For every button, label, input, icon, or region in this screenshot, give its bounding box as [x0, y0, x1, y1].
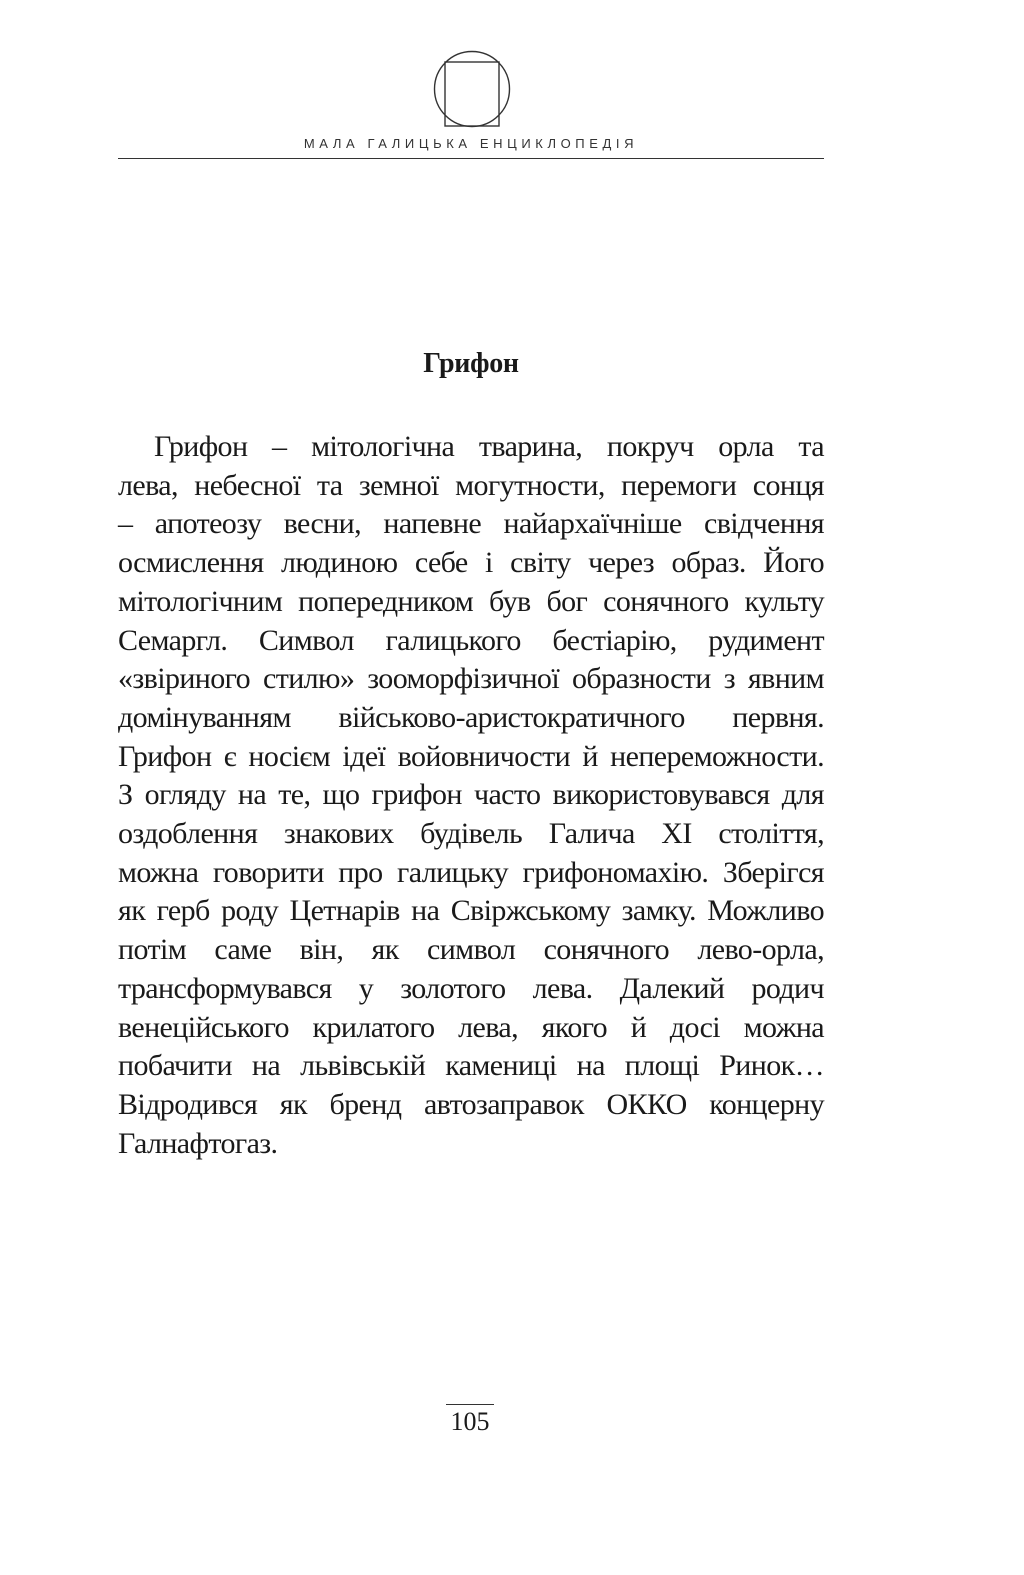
article-line: домінуванням військово-аристократичного первня. — [118, 700, 824, 734]
article-line: мітологічним попередником був бог сонячного культу — [118, 584, 824, 618]
article-line: можна говорити про галицьку грифономахію. Зберігся — [118, 855, 824, 889]
article-title: Грифон — [423, 348, 519, 379]
page-number: 105 — [446, 1404, 494, 1437]
article-line: Грифон – мітологічна тварина, покруч орла та — [154, 430, 824, 463]
article-line: побачити на львівській камениці на площі Ринок… — [118, 1049, 824, 1083]
article-line: «звіриного стилю» зооморфізичної образности з явним — [118, 662, 824, 696]
header-rule — [118, 158, 824, 159]
running-head: МАЛА ГАЛИЦЬКА ЕНЦИКЛОПЕДІЯ — [303, 136, 639, 151]
article-line: венеційського крилатого лева, якого й досі можна — [118, 1010, 824, 1044]
article-line: З огляду на те, що грифон часто використовувався для — [118, 778, 824, 812]
article-line: Грифон є носієм ідеї войовничости й непереможности. — [118, 739, 824, 773]
article-line: осмислення людиною себе і світу через образ. Його — [118, 546, 824, 580]
article-line: Галнафтогаз. — [118, 1126, 278, 1160]
article-line: потім саме він, як символ сонячного лево-орла, — [118, 933, 824, 967]
article-line: Відродився як бренд автозаправок ОККО концерну — [118, 1087, 824, 1121]
article-line: – апотеозу весни, напевне найархаїчніше свідчення — [118, 507, 824, 541]
article-line: Семаргл. Символ галицького бестіарію, рудимент — [118, 623, 824, 657]
article-line: трансформувався у золотого лева. Далекий родич — [118, 971, 824, 1005]
circle-square-emblem-icon — [433, 50, 511, 128]
article-line: як герб роду Цетнарів на Свіржському замку. Можливо — [118, 894, 824, 928]
article-body — [118, 428, 824, 1163]
article-line: лева, небесної та земної могутности, перемоги сонця — [118, 468, 824, 502]
article-line: оздоблення знакових будівель Галича XI століття, — [118, 817, 824, 851]
